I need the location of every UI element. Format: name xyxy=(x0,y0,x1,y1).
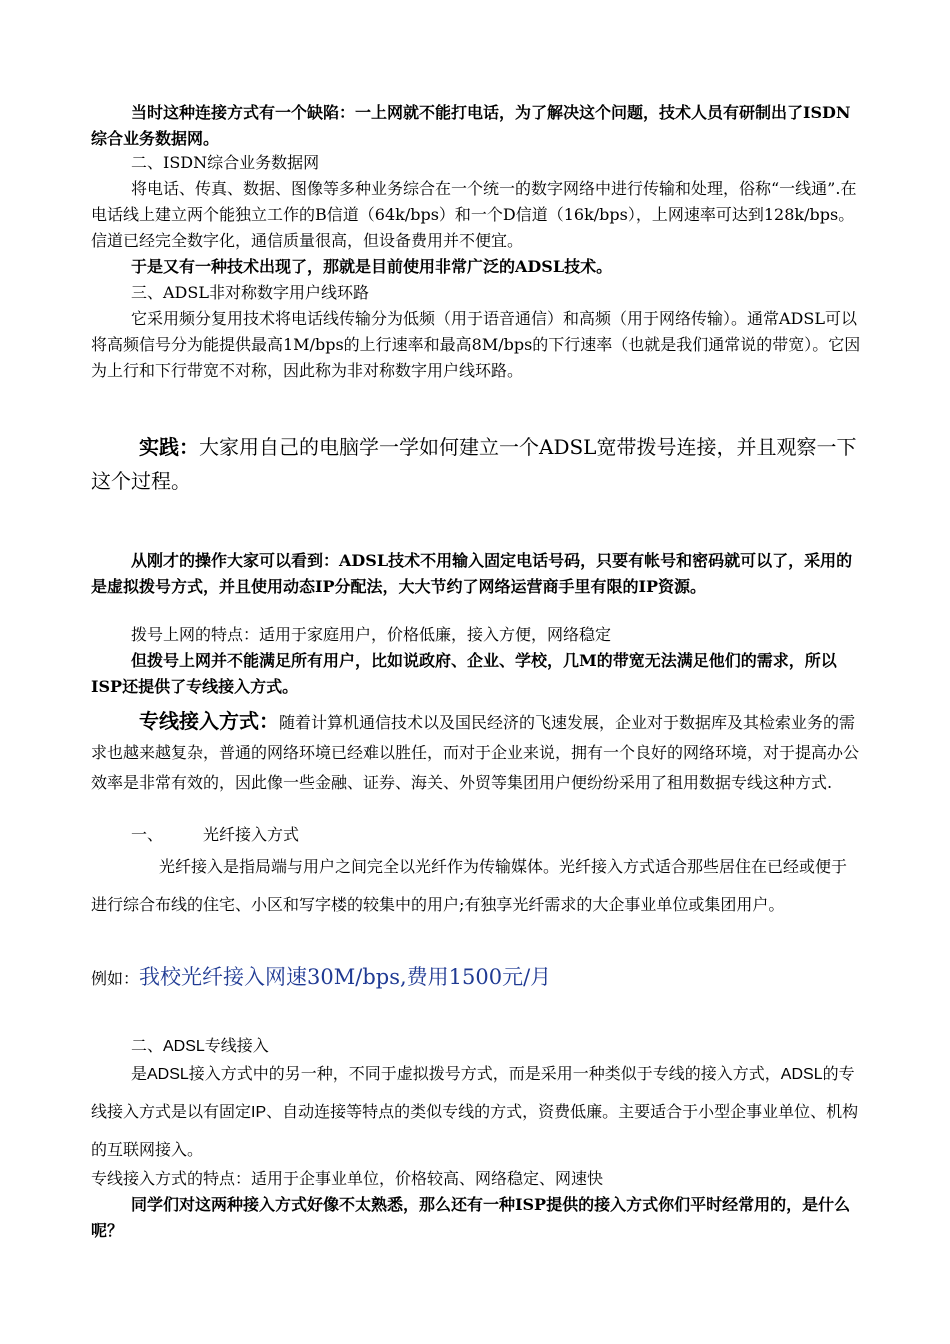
example-label: 例如： xyxy=(91,969,140,988)
practice-text: 大家用自己的电脑学一学如何建立一个ADSL宽带拨号连接，并且观察一下这个过程。 xyxy=(91,435,857,493)
heading-adsl-line: 二、ADSL专线接入 xyxy=(131,1038,269,1055)
paragraph-adsl-desc: 它采用频分复用技术将电话线传输分为低频（用于语音通信）和高频（用于网络传输）。通常ADSL可以将高频信号分为能提供最高1M/bps的上行速率和最高8M/bps的下行速率（也就是我们通常说的带宽）。它因为上行和下行带宽不对称，因此称为非对称数字用户线环路。 xyxy=(91,309,861,380)
practice-label: 实践： xyxy=(139,435,199,459)
paragraph-isdn-desc: 将电话、传真、数据、图像等多种业务综合在一个统一的数字网络中进行传输和处理，俗称“一线通”.在电话线上建立两个能独立工作的B信道（64k/bps）和一个D信道（16k/bps），上网速率可达到128k/bps。信道已经完全数字化，通信质量很高，但设备费用并不便宜。 xyxy=(91,179,857,250)
heading-fiber xyxy=(91,822,861,848)
heading-fiber-text: 光纤接入方式 xyxy=(203,825,300,844)
paragraph-fiber-desc: 光纤接入是指局端与用户之间完全以光纤作为传输媒体。光纤接入方式适合那些居住在已经或便于进行综合布线的住宅、小区和写字楼的较集中的用户;有独享光纤需求的大企事业单位或集团用户。 xyxy=(91,857,848,914)
paragraph-dialup-limits: 但拨号上网并不能满足所有用户，比如说政府、企业、学校，几M的带宽无法满足他们的需求，所以ISP还提供了专线接入方式。 xyxy=(91,651,837,696)
paragraph-dedicated-features: 专线接入方式的特点：适用于企事业单位，价格较高、网络稳定、网速快 xyxy=(91,1169,604,1188)
paragraph-closing-question: 同学们对这两种接入方式好像不太熟悉，那么还有一种ISP提供的接入方式你们平时经常用的，是什么呢？ xyxy=(91,1195,851,1240)
paragraph-adsl-intro: 于是又有一种技术出现了，那就是目前使用非常广泛的ADSL技术。 xyxy=(131,257,613,276)
dedicated-label: 专线接入方式： xyxy=(139,709,279,733)
paragraph-isdn-intro: 当时这种连接方式有一个缺陷：一上网就不能打电话，为了解决这个问题，技术人员有研制出了ISDN综合业务数据网。 xyxy=(91,103,851,148)
paragraph-dialup-features: 拨号上网的特点：适用于家庭用户，价格低廉，接入方便，网络稳定 xyxy=(131,625,612,644)
paragraph-practice xyxy=(91,430,861,498)
paragraph-dedicated xyxy=(91,706,861,798)
heading-isdn: 二、ISDN综合业务数据网 xyxy=(131,153,320,172)
heading-fiber-number: 一、 xyxy=(131,825,164,844)
example-text: 我校光纤接入网速30M/bps,费用1500元/月 xyxy=(139,965,552,989)
dedicated-text: 随着计算机通信技术以及国民经济的飞速发展，企业对于数据库及其检索业务的需求也越来越复杂，普通的网络环境已经难以胜任，而对于企业来说，拥有一个良好的网络环境，对于提高办公效率是非常有效的，因此像一些金融、证券、海关、外贸等集团用户便纷纷采用了租用数据专线这种方式. xyxy=(91,713,860,792)
paragraph-operation-summary: 从刚才的操作大家可以看到：ADSL技术不用输入固定电话号码，只要有帐号和密码就可以了，采用的是虚拟拨号方式，并且使用动态IP分配法，大大节约了网络运营商手里有限的IP资源。 xyxy=(91,551,853,596)
paragraph-example xyxy=(91,964,861,992)
heading-adsl: 三、ADSL非对称数字用户线环路 xyxy=(131,283,369,302)
paragraph-adsl-line-desc: 是ADSL接入方式中的另一种，不同于虚拟拨号方式，而是采用一种类似于专线的接入方式，ADSL的专线接入方式是以有固定IP、自动连接等特点的类似专线的方式，资费低廉。主要适合于小型企事业单位、机构的互联网接入。 xyxy=(91,1066,859,1159)
